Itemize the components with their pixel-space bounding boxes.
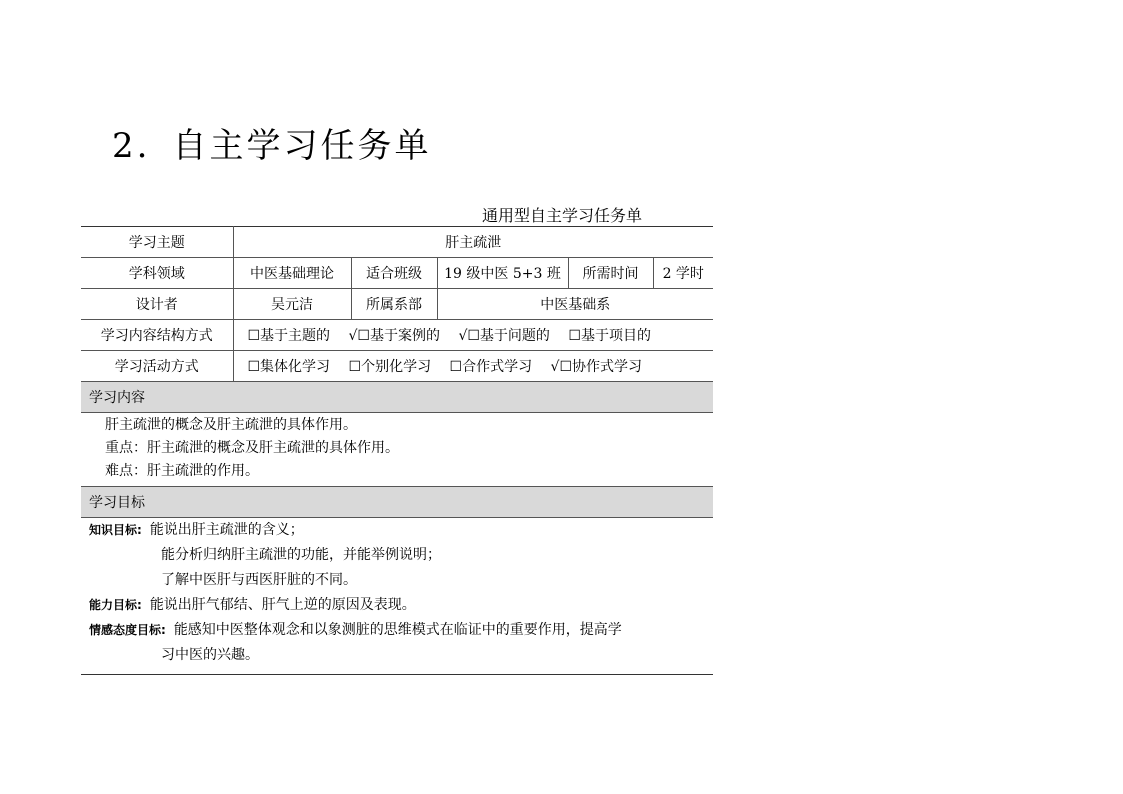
content-section-header: [81, 382, 713, 413]
table-caption: 通用型自主学习任务单: [482, 206, 643, 225]
emotion-goal-line: [89, 618, 713, 643]
activity-options: [233, 351, 713, 382]
activity-option-collaborative[interactable]: √☐协作式学习: [550, 359, 643, 375]
ability-goal-label: 能力目标:: [89, 598, 142, 612]
ability-goal-text: 能说出肝气郁结、肝气上逆的原因及表现。: [149, 597, 416, 613]
structure-option-case[interactable]: √☐基于案例的: [348, 328, 440, 344]
domain-label: 学科领域: [81, 258, 233, 289]
knowledge-goal-line: [89, 543, 713, 568]
structure-options: [233, 320, 713, 351]
emotion-goal-label: 情感态度目标:: [89, 623, 166, 637]
class-label: 适合班级: [351, 258, 437, 289]
row-topic: [81, 227, 713, 258]
emotion-goal-line: [89, 643, 713, 668]
content-line: 肝主疏泄的概念及肝主疏泄的具体作用。: [105, 417, 357, 433]
class-value: 19 级中医 5+3 班: [437, 258, 568, 289]
content-section-body: [81, 413, 713, 487]
goals-section-title: 学习目标: [81, 487, 713, 518]
structure-option-theme[interactable]: ☐基于主题的: [247, 328, 331, 344]
structure-option-problem[interactable]: √☐基于问题的: [458, 328, 550, 344]
activity-option-cooperative[interactable]: ☐合作式学习: [449, 359, 533, 375]
time-label: 所需时间: [568, 258, 653, 289]
emotion-goal-text: 习中医的兴趣。: [161, 647, 259, 663]
activity-label: 学习活动方式: [81, 351, 233, 382]
designer-label: 设计者: [81, 289, 233, 320]
knowledge-goal-text: 能分析归纳肝主疏泄的功能，并能举例说明；: [161, 547, 441, 563]
knowledge-goal-text: 能说出肝主疏泄的含义；: [149, 522, 304, 538]
goals-section-body: [81, 518, 713, 675]
topic-label: 学习主题: [81, 227, 233, 258]
structure-label: 学习内容结构方式: [81, 320, 233, 351]
knowledge-goal-line: [89, 568, 713, 593]
designer-value: 吴元洁: [233, 289, 351, 320]
dept-label: 所属系部: [351, 289, 437, 320]
dept-value: 中医基础系: [437, 289, 713, 320]
topic-value: 肝主疏泄: [233, 227, 713, 258]
goals-text: [81, 518, 713, 674]
activity-option-collective[interactable]: ☐集体化学习: [247, 359, 331, 375]
knowledge-goal-label: 知识目标:: [89, 523, 142, 537]
time-value: 2 学时: [653, 258, 713, 289]
knowledge-goal-text: 了解中医肝与西医肝脏的不同。: [161, 572, 357, 588]
heading-number: 2.: [112, 126, 151, 166]
activity-option-individual[interactable]: ☐个别化学习: [348, 359, 432, 375]
domain-value: 中医基础理论: [233, 258, 351, 289]
content-text: [81, 413, 713, 486]
ability-goal-line: [89, 593, 713, 618]
heading-title: 自主学习任务单: [172, 126, 432, 166]
content-difficulty: 难点：肝主疏泄的作用。: [105, 463, 259, 479]
row-activity: [81, 351, 713, 382]
emotion-goal-text: 能感知中医整体观念和以象测脏的思维模式在临证中的重要作用，提高学: [173, 622, 622, 638]
content-section-title: 学习内容: [81, 382, 713, 413]
goals-section-header: [81, 487, 713, 518]
row-designer: [81, 289, 713, 320]
knowledge-goal-line: [89, 518, 713, 543]
structure-option-project[interactable]: ☐基于项目的: [568, 328, 651, 344]
content-key-point: 重点：肝主疏泄的概念及肝主疏泄的具体作用。: [105, 440, 399, 456]
row-domain: [81, 258, 713, 289]
task-sheet-table: [81, 226, 713, 675]
page-heading: [112, 118, 431, 167]
row-structure: [81, 320, 713, 351]
